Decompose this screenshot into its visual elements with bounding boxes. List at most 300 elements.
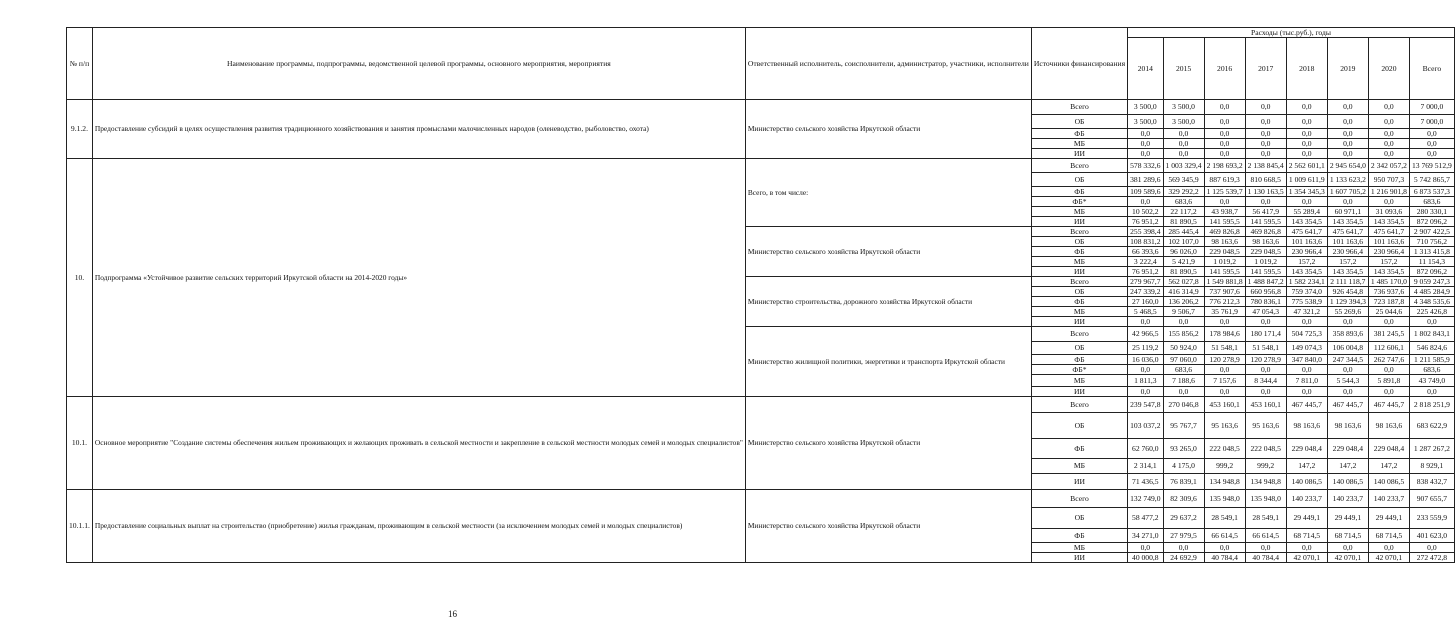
amount-cell: 140 086,5 <box>1368 474 1409 490</box>
total-cell: 872 096,2 <box>1409 267 1454 277</box>
row-index: 10.1.1. <box>67 490 93 563</box>
amount-cell: 178 984,6 <box>1204 327 1245 342</box>
amount-cell: 0,0 <box>1245 139 1286 149</box>
amount-cell: 98 163,6 <box>1286 413 1327 439</box>
amount-cell: 0,0 <box>1286 543 1327 553</box>
amount-cell: 683,6 <box>1163 365 1204 375</box>
amount-cell: 60 971,1 <box>1327 207 1368 217</box>
amount-cell: 27 979,5 <box>1163 529 1204 543</box>
amount-cell: 0,0 <box>1128 387 1163 397</box>
amount-cell: 780 836,1 <box>1245 297 1286 307</box>
header-year: 2020 <box>1368 38 1409 100</box>
amount-cell: 0,0 <box>1204 139 1245 149</box>
amount-cell: 1 811,3 <box>1128 375 1163 387</box>
funding-source: Всего <box>1031 327 1127 342</box>
header-year: 2017 <box>1245 38 1286 100</box>
funding-source: ИИ <box>1031 217 1127 227</box>
total-cell: 0,0 <box>1409 317 1454 327</box>
funding-source: Всего <box>1031 397 1127 413</box>
funding-source: МБ <box>1031 257 1127 267</box>
funding-source: ИИ <box>1031 553 1127 563</box>
amount-cell: 0,0 <box>1163 129 1204 139</box>
header-source: Источники финансирования <box>1031 28 1127 100</box>
amount-cell: 347 840,0 <box>1286 355 1327 365</box>
table-row <box>67 397 1455 413</box>
funding-source: Всего <box>1031 159 1127 173</box>
amount-cell: 155 856,2 <box>1163 327 1204 342</box>
funding-source: МБ <box>1031 307 1127 317</box>
amount-cell: 3 500,0 <box>1128 100 1163 115</box>
amount-cell: 0,0 <box>1368 149 1409 159</box>
amount-cell: 35 761,9 <box>1204 307 1245 317</box>
amount-cell: 1 133 623,2 <box>1327 173 1368 187</box>
amount-cell: 101 163,6 <box>1368 237 1409 247</box>
amount-cell: 43 938,7 <box>1204 207 1245 217</box>
header-expenses: Расходы (тыс.руб.), годы <box>1128 28 1455 38</box>
amount-cell: 467 445,7 <box>1286 397 1327 413</box>
amount-cell: 776 212,3 <box>1204 297 1245 307</box>
amount-cell: 0,0 <box>1327 129 1368 139</box>
amount-cell: 140 233,7 <box>1327 490 1368 508</box>
total-cell: 683 622,9 <box>1409 413 1454 439</box>
amount-cell: 76 839,1 <box>1163 474 1204 490</box>
amount-cell: 29 637,2 <box>1163 508 1204 529</box>
row-index: 10.1. <box>67 397 93 490</box>
total-cell: 1 211 585,9 <box>1409 355 1454 365</box>
amount-cell: 103 037,2 <box>1128 413 1163 439</box>
amount-cell: 98 163,6 <box>1245 237 1286 247</box>
funding-source: ОБ <box>1031 342 1127 355</box>
total-cell: 1 287 267,2 <box>1409 439 1454 459</box>
amount-cell: 180 171,4 <box>1245 327 1286 342</box>
amount-cell: 229 048,4 <box>1327 439 1368 459</box>
amount-cell: 147,2 <box>1286 459 1327 474</box>
table-row <box>67 100 1455 115</box>
amount-cell: 16 036,0 <box>1128 355 1163 365</box>
amount-cell: 76 951,2 <box>1128 267 1163 277</box>
amount-cell: 1 129 394,3 <box>1327 297 1368 307</box>
amount-cell: 262 747,6 <box>1368 355 1409 365</box>
amount-cell: 7 811,0 <box>1286 375 1327 387</box>
amount-cell: 0,0 <box>1245 100 1286 115</box>
amount-cell: 2 138 845,4 <box>1245 159 1286 173</box>
amount-cell: 3 500,0 <box>1163 100 1204 115</box>
amount-cell: 42 070,1 <box>1368 553 1409 563</box>
amount-cell: 453 160,1 <box>1245 397 1286 413</box>
amount-cell: 143 354,5 <box>1286 217 1327 227</box>
amount-cell: 229 048,4 <box>1286 439 1327 459</box>
amount-cell: 475 641,7 <box>1368 227 1409 237</box>
amount-cell: 29 449,1 <box>1327 508 1368 529</box>
total-cell: 2 907 422,5 <box>1409 227 1454 237</box>
amount-cell: 0,0 <box>1286 387 1327 397</box>
total-cell: 11 154,3 <box>1409 257 1454 267</box>
responsible-executor: Министерство строительства, дорожного хозяйства Иркутской области <box>745 277 1031 327</box>
amount-cell: 247 339,2 <box>1128 287 1163 297</box>
amount-cell: 0,0 <box>1327 197 1368 207</box>
amount-cell: 134 948,8 <box>1245 474 1286 490</box>
funding-source: МБ <box>1031 543 1127 553</box>
amount-cell: 0,0 <box>1327 149 1368 159</box>
amount-cell: 222 048,5 <box>1245 439 1286 459</box>
amount-cell: 81 890,5 <box>1163 217 1204 227</box>
amount-cell: 1 549 881,8 <box>1204 277 1245 287</box>
amount-cell: 4 175,0 <box>1163 459 1204 474</box>
amount-cell: 42 070,1 <box>1286 553 1327 563</box>
total-cell: 0,0 <box>1409 387 1454 397</box>
amount-cell: 950 707,3 <box>1368 173 1409 187</box>
amount-cell: 7 188,6 <box>1163 375 1204 387</box>
total-cell: 5 742 865,7 <box>1409 173 1454 187</box>
funding-source: МБ <box>1031 375 1127 387</box>
amount-cell: 230 966,4 <box>1368 247 1409 257</box>
amount-cell: 0,0 <box>1286 149 1327 159</box>
amount-cell: 0,0 <box>1204 100 1245 115</box>
header-year: 2019 <box>1327 38 1368 100</box>
amount-cell: 0,0 <box>1204 115 1245 129</box>
page-number: 16 <box>448 609 457 619</box>
amount-cell: 136 206,2 <box>1163 297 1204 307</box>
funding-source: ФБ <box>1031 297 1127 307</box>
amount-cell: 0,0 <box>1245 129 1286 139</box>
amount-cell: 51 548,1 <box>1245 342 1286 355</box>
funding-source: ИИ <box>1031 267 1127 277</box>
funding-source: ФБ <box>1031 129 1127 139</box>
responsible-executor: Министерство сельского хозяйства Иркутской области <box>745 490 1031 563</box>
total-cell: 4 485 284,9 <box>1409 287 1454 297</box>
amount-cell: 106 004,8 <box>1327 342 1368 355</box>
amount-cell: 108 831,2 <box>1128 237 1163 247</box>
amount-cell: 3 500,0 <box>1163 115 1204 129</box>
funding-source: МБ <box>1031 139 1127 149</box>
funding-source: ФБ <box>1031 355 1127 365</box>
amount-cell: 0,0 <box>1286 197 1327 207</box>
amount-cell: 230 966,4 <box>1286 247 1327 257</box>
amount-cell: 1 607 705,2 <box>1327 187 1368 197</box>
amount-cell: 143 354,5 <box>1286 267 1327 277</box>
funding-source: ИИ <box>1031 387 1127 397</box>
total-cell: 43 749,0 <box>1409 375 1454 387</box>
amount-cell: 0,0 <box>1368 129 1409 139</box>
total-cell: 0,0 <box>1409 543 1454 553</box>
amount-cell: 143 354,5 <box>1327 217 1368 227</box>
amount-cell: 999,2 <box>1245 459 1286 474</box>
funding-source: МБ <box>1031 207 1127 217</box>
total-cell: 1 313 415,8 <box>1409 247 1454 257</box>
amount-cell: 469 826,8 <box>1245 227 1286 237</box>
amount-cell: 66 614,5 <box>1245 529 1286 543</box>
amount-cell: 0,0 <box>1368 317 1409 327</box>
amount-cell: 143 354,5 <box>1368 217 1409 227</box>
amount-cell: 683,6 <box>1163 197 1204 207</box>
amount-cell: 775 538,9 <box>1286 297 1327 307</box>
table-body <box>67 100 1455 563</box>
amount-cell: 68 714,5 <box>1327 529 1368 543</box>
amount-cell: 141 595,5 <box>1204 267 1245 277</box>
amount-cell: 56 417,9 <box>1245 207 1286 217</box>
funding-source: Всего <box>1031 490 1127 508</box>
amount-cell: 279 967,7 <box>1128 277 1163 287</box>
amount-cell: 0,0 <box>1286 129 1327 139</box>
amount-cell: 10 502,2 <box>1128 207 1163 217</box>
amount-cell: 0,0 <box>1286 115 1327 129</box>
amount-cell: 66 393,6 <box>1128 247 1163 257</box>
amount-cell: 47 321,2 <box>1286 307 1327 317</box>
funding-source: Всего <box>1031 277 1127 287</box>
amount-cell: 0,0 <box>1286 100 1327 115</box>
amount-cell: 562 027,8 <box>1163 277 1204 287</box>
total-cell: 0,0 <box>1409 139 1454 149</box>
amount-cell: 255 398,4 <box>1128 227 1163 237</box>
amount-cell: 1 130 163,5 <box>1245 187 1286 197</box>
item-name: Предоставление субсидий в целях осуществления развития традиционного хозяйствования и занятия промыслами малочисленных народов (оленеводство, рыболовство, охота) <box>92 100 745 159</box>
total-cell: 9 059 247,3 <box>1409 277 1454 287</box>
amount-cell: 3 500,0 <box>1128 115 1163 129</box>
amount-cell: 0,0 <box>1245 365 1286 375</box>
responsible-executor: Министерство сельского хозяйства Иркутской области <box>745 227 1031 277</box>
amount-cell: 0,0 <box>1163 387 1204 397</box>
amount-cell: 28 549,1 <box>1245 508 1286 529</box>
total-cell: 1 802 843,1 <box>1409 327 1454 342</box>
header-total: Всего <box>1409 38 1454 100</box>
funding-source: ОБ <box>1031 115 1127 129</box>
total-cell: 2 818 251,9 <box>1409 397 1454 413</box>
amount-cell: 737 907,6 <box>1204 287 1245 297</box>
amount-cell: 141 595,5 <box>1204 217 1245 227</box>
funding-source: ИИ <box>1031 317 1127 327</box>
amount-cell: 96 026,0 <box>1163 247 1204 257</box>
amount-cell: 95 767,7 <box>1163 413 1204 439</box>
amount-cell: 0,0 <box>1128 139 1163 149</box>
amount-cell: 109 589,6 <box>1128 187 1163 197</box>
amount-cell: 140 233,7 <box>1368 490 1409 508</box>
responsible-executor: Всего, в том числе: <box>745 159 1031 227</box>
total-cell: 0,0 <box>1409 149 1454 159</box>
amount-cell: 0,0 <box>1128 149 1163 159</box>
header-year: 2014 <box>1128 38 1163 100</box>
amount-cell: 0,0 <box>1128 365 1163 375</box>
total-cell: 13 769 512,9 <box>1409 159 1454 173</box>
amount-cell: 71 436,5 <box>1128 474 1163 490</box>
amount-cell: 147,2 <box>1368 459 1409 474</box>
amount-cell: 97 060,0 <box>1163 355 1204 365</box>
amount-cell: 229 048,5 <box>1204 247 1245 257</box>
amount-cell: 0,0 <box>1245 197 1286 207</box>
amount-cell: 62 760,0 <box>1128 439 1163 459</box>
total-cell: 6 873 537,3 <box>1409 187 1454 197</box>
item-name: Подпрограмма «Устойчивое развитие сельских территорий Иркутской области на 2014-2020 годы» <box>92 159 745 397</box>
responsible-executor: Министерство сельского хозяйства Иркутской области <box>745 397 1031 490</box>
amount-cell: 93 265,0 <box>1163 439 1204 459</box>
amount-cell: 28 549,1 <box>1204 508 1245 529</box>
amount-cell: 40 000,8 <box>1128 553 1163 563</box>
funding-source: ФБ <box>1031 187 1127 197</box>
amount-cell: 0,0 <box>1204 149 1245 159</box>
amount-cell: 0,0 <box>1128 543 1163 553</box>
amount-cell: 140 233,7 <box>1286 490 1327 508</box>
header-year: 2016 <box>1204 38 1245 100</box>
amount-cell: 0,0 <box>1163 543 1204 553</box>
amount-cell: 0,0 <box>1368 197 1409 207</box>
amount-cell: 140 086,5 <box>1286 474 1327 490</box>
amount-cell: 285 445,4 <box>1163 227 1204 237</box>
amount-cell: 34 271,0 <box>1128 529 1163 543</box>
amount-cell: 469 826,8 <box>1204 227 1245 237</box>
amount-cell: 358 893,6 <box>1327 327 1368 342</box>
amount-cell: 140 086,5 <box>1327 474 1368 490</box>
amount-cell: 68 714,5 <box>1368 529 1409 543</box>
header-responsible: Ответственный исполнитель, соисполнители, администратор, участники, исполнители <box>745 28 1031 100</box>
amount-cell: 55 269,6 <box>1327 307 1368 317</box>
total-cell: 233 559,9 <box>1409 508 1454 529</box>
funding-source: ОБ <box>1031 173 1127 187</box>
amount-cell: 0,0 <box>1327 317 1368 327</box>
amount-cell: 0,0 <box>1327 543 1368 553</box>
amount-cell: 55 289,4 <box>1286 207 1327 217</box>
amount-cell: 1 125 539,7 <box>1204 187 1245 197</box>
amount-cell: 42 966,5 <box>1128 327 1163 342</box>
amount-cell: 0,0 <box>1327 139 1368 149</box>
total-cell: 225 426,8 <box>1409 307 1454 317</box>
amount-cell: 0,0 <box>1286 317 1327 327</box>
funding-source: Всего <box>1031 227 1127 237</box>
amount-cell: 29 449,1 <box>1368 508 1409 529</box>
amount-cell: 8 344,4 <box>1245 375 1286 387</box>
total-cell: 401 623,0 <box>1409 529 1454 543</box>
amount-cell: 24 692,9 <box>1163 553 1204 563</box>
funding-source: ФБ <box>1031 439 1127 459</box>
amount-cell: 68 714,5 <box>1286 529 1327 543</box>
amount-cell: 247 344,5 <box>1327 355 1368 365</box>
amount-cell: 230 966,4 <box>1327 247 1368 257</box>
amount-cell: 98 163,6 <box>1327 413 1368 439</box>
row-index: 10. <box>67 159 93 397</box>
total-cell: 546 824,6 <box>1409 342 1454 355</box>
amount-cell: 40 784,4 <box>1245 553 1286 563</box>
amount-cell: 135 948,0 <box>1204 490 1245 508</box>
amount-cell: 81 890,5 <box>1163 267 1204 277</box>
amount-cell: 0,0 <box>1286 365 1327 375</box>
amount-cell: 76 951,2 <box>1128 217 1163 227</box>
table-row <box>67 159 1455 173</box>
funding-source: ИИ <box>1031 474 1127 490</box>
amount-cell: 1 485 170,0 <box>1368 277 1409 287</box>
total-cell: 683,6 <box>1409 197 1454 207</box>
amount-cell: 0,0 <box>1368 543 1409 553</box>
header-year: 2015 <box>1163 38 1204 100</box>
amount-cell: 1 354 345,3 <box>1286 187 1327 197</box>
amount-cell: 0,0 <box>1163 139 1204 149</box>
amount-cell: 810 668,5 <box>1245 173 1286 187</box>
amount-cell: 2 342 057,2 <box>1368 159 1409 173</box>
total-cell: 838 432,7 <box>1409 474 1454 490</box>
amount-cell: 0,0 <box>1128 129 1163 139</box>
amount-cell: 5 421,9 <box>1163 257 1204 267</box>
amount-cell: 101 163,6 <box>1286 237 1327 247</box>
amount-cell: 270 046,8 <box>1163 397 1204 413</box>
header-name: Наименование программы, подпрограммы, ведомственной целевой программы, основного мероприятия, мероприятия <box>92 28 745 100</box>
amount-cell: 0,0 <box>1286 139 1327 149</box>
total-cell: 4 348 535,6 <box>1409 297 1454 307</box>
amount-cell: 2 111 118,7 <box>1327 277 1368 287</box>
amount-cell: 5 891,8 <box>1368 375 1409 387</box>
funding-source: ИИ <box>1031 149 1127 159</box>
amount-cell: 229 048,5 <box>1245 247 1286 257</box>
amount-cell: 239 547,8 <box>1128 397 1163 413</box>
amount-cell: 381 245,5 <box>1368 327 1409 342</box>
amount-cell: 141 595,5 <box>1245 217 1286 227</box>
amount-cell: 95 163,6 <box>1204 413 1245 439</box>
amount-cell: 143 354,5 <box>1327 267 1368 277</box>
amount-cell: 147,2 <box>1327 459 1368 474</box>
amount-cell: 1 216 901,8 <box>1368 187 1409 197</box>
amount-cell: 66 614,5 <box>1204 529 1245 543</box>
header-num: № п/п <box>67 28 93 100</box>
amount-cell: 7 157,6 <box>1204 375 1245 387</box>
amount-cell: 101 163,6 <box>1327 237 1368 247</box>
amount-cell: 120 278,9 <box>1245 355 1286 365</box>
amount-cell: 5 544,3 <box>1327 375 1368 387</box>
amount-cell: 467 445,7 <box>1327 397 1368 413</box>
responsible-executor: Министерство жилищной политики, энергетики и транспорта Иркутской области <box>745 327 1031 397</box>
amount-cell: 47 054,3 <box>1245 307 1286 317</box>
amount-cell: 0,0 <box>1368 365 1409 375</box>
amount-cell: 2 945 654,0 <box>1327 159 1368 173</box>
amount-cell: 157,2 <box>1286 257 1327 267</box>
amount-cell: 475 641,7 <box>1327 227 1368 237</box>
amount-cell: 42 070,1 <box>1327 553 1368 563</box>
total-cell: 7 000,0 <box>1409 115 1454 129</box>
total-cell: 683,6 <box>1409 365 1454 375</box>
amount-cell: 157,2 <box>1327 257 1368 267</box>
amount-cell: 132 749,0 <box>1128 490 1163 508</box>
amount-cell: 25 119,2 <box>1128 342 1163 355</box>
amount-cell: 1 488 847,2 <box>1245 277 1286 287</box>
amount-cell: 9 506,7 <box>1163 307 1204 317</box>
amount-cell: 999,2 <box>1204 459 1245 474</box>
amount-cell: 1 019,2 <box>1245 257 1286 267</box>
amount-cell: 0,0 <box>1204 365 1245 375</box>
amount-cell: 0,0 <box>1163 149 1204 159</box>
funding-source: ФБ <box>1031 529 1127 543</box>
amount-cell: 504 725,3 <box>1286 327 1327 342</box>
amount-cell: 887 619,3 <box>1204 173 1245 187</box>
table-header <box>67 28 1455 100</box>
amount-cell: 25 044,6 <box>1368 307 1409 317</box>
amount-cell: 0,0 <box>1128 317 1163 327</box>
amount-cell: 723 187,8 <box>1368 297 1409 307</box>
amount-cell: 134 948,8 <box>1204 474 1245 490</box>
amount-cell: 102 107,0 <box>1163 237 1204 247</box>
budget-table <box>66 27 1455 563</box>
item-name: Основное мероприятие "Создание системы обеспечения жильем проживающих и желающих проживать в сельской местности и закрепление в сельской местности молодых семей и молодых специалистов" <box>92 397 745 490</box>
amount-cell: 0,0 <box>1327 100 1368 115</box>
total-cell: 710 756,2 <box>1409 237 1454 247</box>
amount-cell: 0,0 <box>1204 543 1245 553</box>
total-cell: 7 000,0 <box>1409 100 1454 115</box>
amount-cell: 27 160,0 <box>1128 297 1163 307</box>
amount-cell: 0,0 <box>1327 387 1368 397</box>
amount-cell: 135 948,0 <box>1245 490 1286 508</box>
amount-cell: 926 454,8 <box>1327 287 1368 297</box>
amount-cell: 0,0 <box>1204 317 1245 327</box>
responsible-executor: Министерство сельского хозяйства Иркутской области <box>745 100 1031 159</box>
amount-cell: 0,0 <box>1204 387 1245 397</box>
amount-cell: 0,0 <box>1204 129 1245 139</box>
total-cell: 907 655,7 <box>1409 490 1454 508</box>
amount-cell: 1 003 329,4 <box>1163 159 1204 173</box>
total-cell: 272 472,8 <box>1409 553 1454 563</box>
